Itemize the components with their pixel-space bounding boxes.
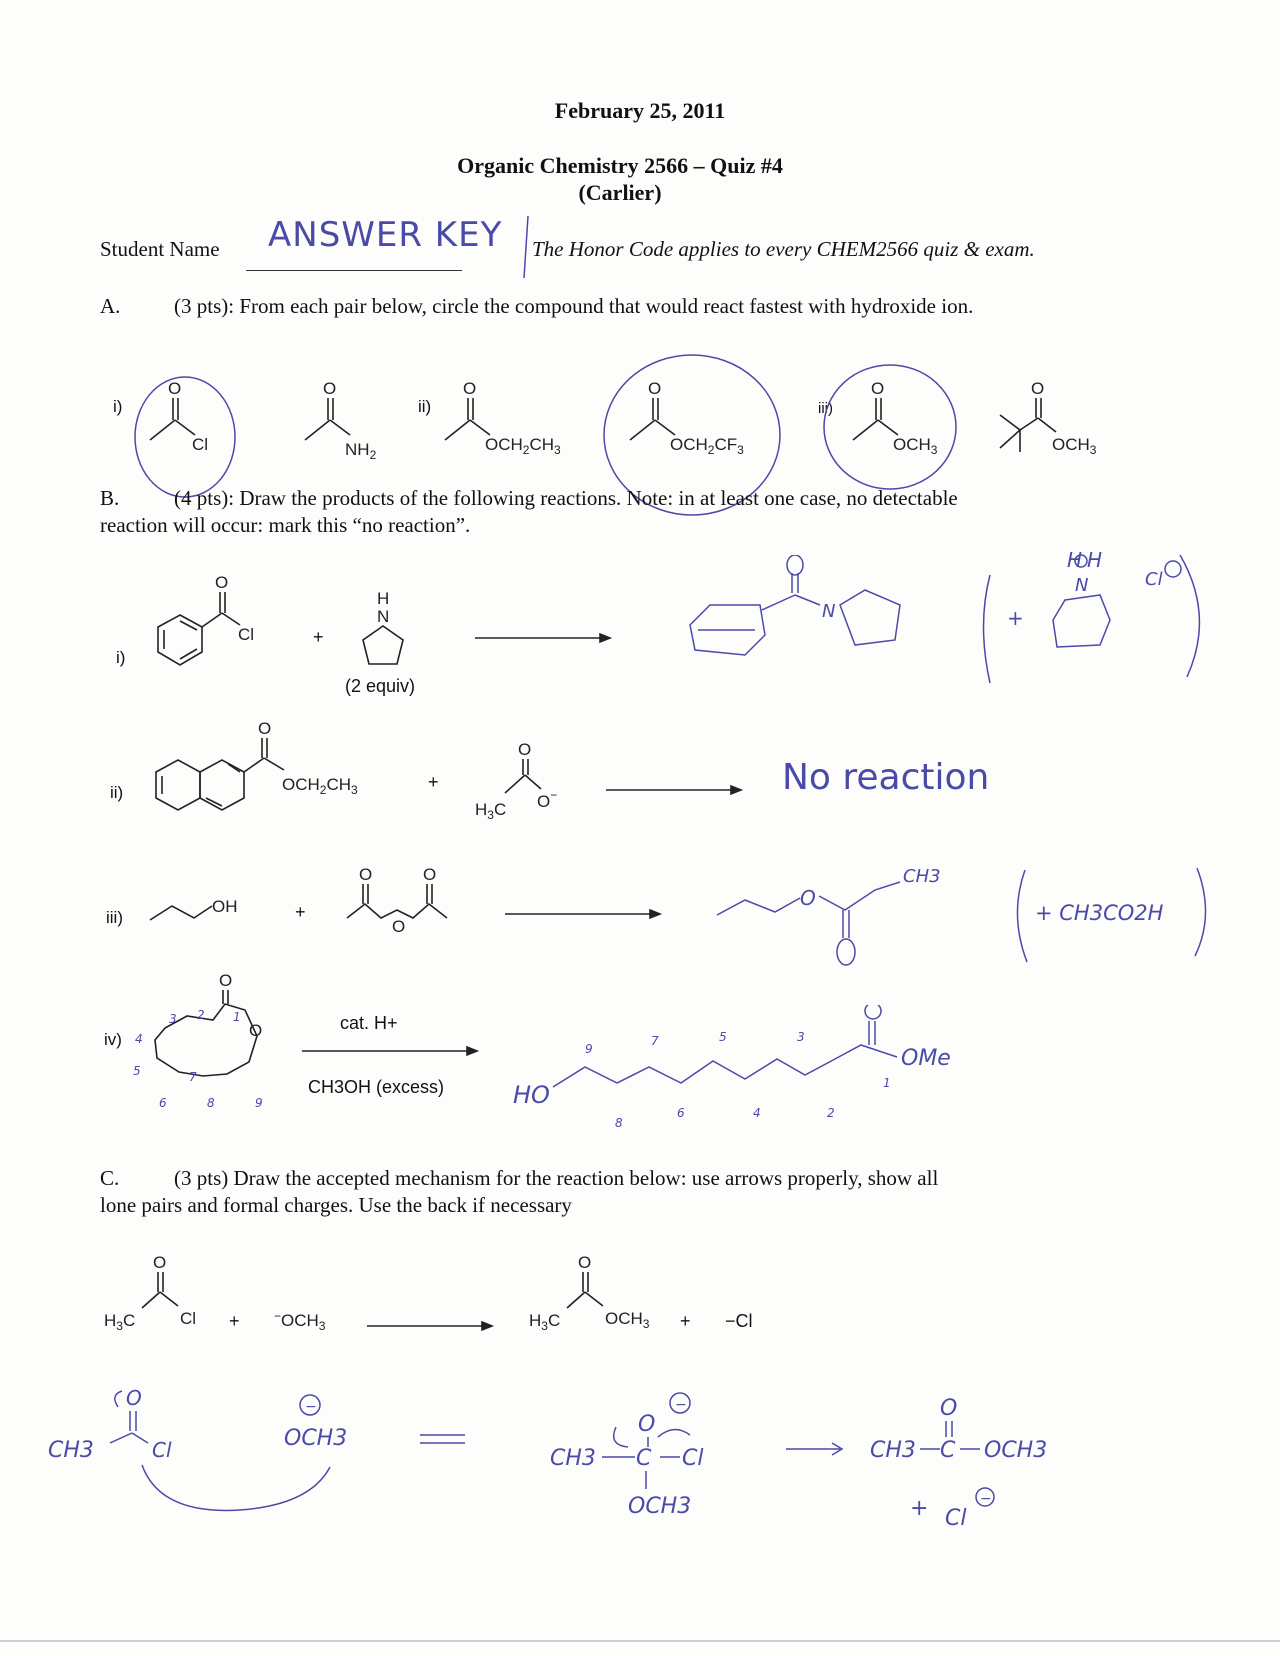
- b-iv-label: iv): [104, 1030, 122, 1049]
- svg-text:O: O: [518, 740, 532, 759]
- svg-text:1: 1: [883, 1076, 891, 1090]
- b-iv-answer-start: HO: [513, 1081, 550, 1109]
- svg-text:OCH3: $OCH_3$: [893, 435, 938, 457]
- svg-text:O: O: [648, 379, 662, 398]
- svg-text:H: H: [1087, 548, 1103, 572]
- svg-text:9: 9: [255, 1096, 263, 1110]
- section-b-letter: B.: [100, 486, 120, 510]
- svg-text:H3C: $H_3C$: [475, 800, 507, 822]
- section-b-prompt-2: reaction will occur: mark this “no reaction”.: [100, 513, 471, 537]
- svg-text:N: N: [1075, 575, 1089, 596]
- svg-text:Cl: Cl: [682, 1446, 704, 1471]
- svg-text:−: −: [675, 1397, 687, 1413]
- svg-text:O: O: [323, 379, 337, 398]
- methyl-pivalate-structure: [990, 380, 1130, 490]
- b-i-salt-product: [975, 545, 1235, 695]
- svg-text:N: N: [822, 601, 836, 622]
- svg-text:Cl: Cl: [152, 1438, 172, 1462]
- c-methoxide: [272, 1300, 372, 1340]
- svg-text:O−: O−: [537, 788, 558, 811]
- svg-text:Cl: Cl: [1145, 569, 1163, 590]
- svg-text:H3C: $H_3C$: [104, 1311, 136, 1333]
- svg-text:O: O: [392, 917, 406, 936]
- svg-text:9: 9: [585, 1042, 593, 1056]
- svg-text:6: 6: [159, 1096, 167, 1110]
- svg-text:4: 4: [753, 1106, 761, 1120]
- svg-text:O: O: [258, 719, 272, 738]
- svg-text:2: 2: [827, 1106, 835, 1120]
- c-methyl-acetate: [525, 1253, 675, 1333]
- svg-text:H3C: $H_3C$: [529, 1311, 561, 1333]
- b-iii-ester-product: [715, 860, 985, 980]
- b-iii-plus: +: [295, 902, 306, 922]
- svg-text:Cl: Cl: [945, 1506, 967, 1531]
- b-i-plus: +: [313, 627, 324, 647]
- svg-text:−: −: [980, 1491, 992, 1507]
- b-iv-hydroxy-ester-product: [505, 1005, 1015, 1135]
- svg-text:OCH3: OCH3: [628, 1494, 692, 1519]
- b-i-extra-plus: +: [1007, 606, 1024, 630]
- c-methoxide-charge: −: [274, 1309, 282, 1323]
- b-i-amide-product: [680, 555, 970, 685]
- ethyl-naphthoate-structure: [150, 719, 410, 828]
- svg-text:CH3: CH3: [870, 1438, 916, 1463]
- section-c-letter: C.: [100, 1166, 120, 1190]
- lactone-numbering: [125, 995, 295, 1110]
- svg-text:8: 8: [207, 1096, 215, 1110]
- circle-answer-i: [130, 372, 240, 502]
- svg-text:O: O: [359, 865, 373, 884]
- svg-text:7: 7: [651, 1034, 659, 1048]
- svg-text:2: 2: [197, 1008, 205, 1022]
- svg-text:Cl: Cl: [238, 625, 255, 644]
- benzoyl-chloride-structure: [150, 573, 290, 690]
- svg-text:O: O: [423, 865, 437, 884]
- pair-i-left-group: Cl: [192, 435, 209, 454]
- pyrrolidine-structure: [355, 580, 435, 670]
- svg-text:H: H: [1067, 548, 1083, 572]
- acetamide-structure: [300, 380, 420, 490]
- course-title: Organic Chemistry 2566 – Quiz #4: [457, 153, 783, 178]
- svg-text:−: −: [305, 1399, 317, 1415]
- svg-text:3: 3: [169, 1012, 177, 1026]
- svg-text:OH: OH: [212, 897, 238, 916]
- b-ii-no-reaction: No reaction: [782, 757, 990, 798]
- svg-text:5: 5: [719, 1030, 727, 1044]
- b-iii-extra: + CH3CO2H: [1035, 901, 1164, 925]
- svg-text:O: O: [215, 573, 229, 592]
- section-b-prompt-1: (4 pts): Draw the products of the following reactions. Note: in at least one case, no detectable: [174, 486, 958, 510]
- b-ii-arrow: [606, 782, 746, 802]
- svg-text:3: 3: [797, 1030, 805, 1044]
- b-i-equiv: (2 equiv): [345, 676, 416, 696]
- svg-text:O: O: [578, 1253, 592, 1272]
- svg-text:+: +: [910, 1496, 929, 1521]
- student-name-label: Student Name: [100, 237, 220, 261]
- svg-text:O: O: [126, 1386, 142, 1410]
- svg-text:CH3: CH3: [903, 866, 941, 887]
- svg-text:1: 1: [233, 1010, 241, 1024]
- c-mechanism-handwritten: [40, 1385, 1240, 1625]
- svg-text:OCH2CH3: $OCH_2CH_3$: [485, 435, 561, 457]
- student-name-underline: [246, 270, 462, 271]
- pair-iii-label: iii): [818, 400, 833, 417]
- svg-text:OCH3: OCH3: [984, 1438, 1048, 1463]
- svg-text:O: O: [1031, 379, 1045, 398]
- svg-text:Cl: Cl: [180, 1309, 197, 1328]
- svg-text:NH2: $NH_2$: [345, 440, 377, 462]
- student-name-answer: ANSWER KEY: [268, 215, 503, 255]
- c-arrow: [367, 1318, 497, 1338]
- c-plus-1: +: [229, 1311, 240, 1331]
- svg-text:OCH3: OCH3: [284, 1426, 348, 1451]
- b-i-arrow: [475, 630, 615, 650]
- honor-code: The Honor Code applies to every CHEM2566 quiz & exam.: [532, 237, 1035, 261]
- b-iv-cond-top: cat. H+: [340, 1013, 398, 1033]
- section-c-prompt-2: lone pairs and formal charges. Use the back if necessary: [100, 1193, 572, 1217]
- c-plus-2: +: [680, 1311, 691, 1331]
- quiz-date: February 25, 2011: [554, 98, 726, 123]
- svg-text:CH3: CH3: [550, 1446, 596, 1471]
- section-a-letter: A.: [100, 294, 121, 318]
- acetic-anhydride-structure: [345, 862, 465, 942]
- svg-text:N: N: [377, 607, 390, 626]
- b-i-label: i): [116, 648, 126, 667]
- svg-text:4: 4: [135, 1032, 143, 1046]
- circle-answer-iii: [820, 362, 960, 492]
- svg-text:OCH2CF3: $OCH_2CF_3$: [670, 435, 744, 457]
- b-ii-plus: +: [428, 772, 439, 792]
- c-chloride: −Cl: [725, 1311, 753, 1331]
- instructor: (Carlier): [578, 180, 662, 205]
- svg-text:7: 7: [189, 1070, 197, 1084]
- svg-text:O: O: [800, 886, 816, 910]
- propanol-structure: [148, 888, 258, 928]
- page-bottom-edge: [0, 1640, 1280, 1642]
- svg-text:OCH2CH3: $OCH_2CH_3$: [282, 775, 358, 797]
- b-iv-answer-end: OMe: [901, 1046, 951, 1071]
- b-iii-byproduct: [1005, 860, 1220, 970]
- section-c-prompt-1: (3 pts) Draw the accepted mechanism for the reaction below: use arrows properly, show all: [174, 1166, 939, 1190]
- svg-text:−OCH3: $^-OCH_3$: [274, 1309, 326, 1333]
- b-ii-label: ii): [110, 783, 124, 802]
- svg-text:C: C: [940, 1438, 956, 1463]
- svg-text:CH3: CH3: [48, 1438, 94, 1463]
- svg-text:O: O: [638, 1412, 656, 1437]
- section-a-prompt: (3 pts): From each pair below, circle the compound that would react fastest with hydroxide ion.: [174, 294, 974, 318]
- pair-i-label: i): [113, 397, 123, 416]
- b-iv-arrow: [302, 1043, 482, 1063]
- b-iii-arrow: [505, 906, 665, 926]
- ethyl-acetate-structure: [440, 380, 600, 490]
- svg-text:O: O: [153, 1253, 167, 1272]
- svg-text:8: 8: [615, 1116, 623, 1130]
- svg-text:O: O: [168, 379, 182, 398]
- c-acetyl-chloride: [100, 1253, 210, 1333]
- svg-text:6: 6: [677, 1106, 685, 1120]
- svg-text:O: O: [940, 1396, 958, 1421]
- svg-text:OCH3: $OCH_3$: [1052, 435, 1097, 457]
- svg-text:H: H: [377, 589, 390, 608]
- acetate-ion-structure: [475, 740, 595, 835]
- svg-text:O: O: [871, 379, 885, 398]
- b-iii-label: iii): [106, 908, 123, 927]
- pair-ii-label: ii): [418, 397, 432, 416]
- svg-text:5: 5: [133, 1064, 141, 1078]
- b-iv-cond-bottom: CH3OH (excess): [308, 1077, 445, 1097]
- svg-text:O: O: [219, 971, 233, 990]
- svg-text:O: O: [249, 1021, 263, 1040]
- svg-text:C: C: [636, 1446, 652, 1471]
- svg-text:O: O: [463, 379, 477, 398]
- svg-text:OCH3: $OCH_3$: [605, 1309, 650, 1331]
